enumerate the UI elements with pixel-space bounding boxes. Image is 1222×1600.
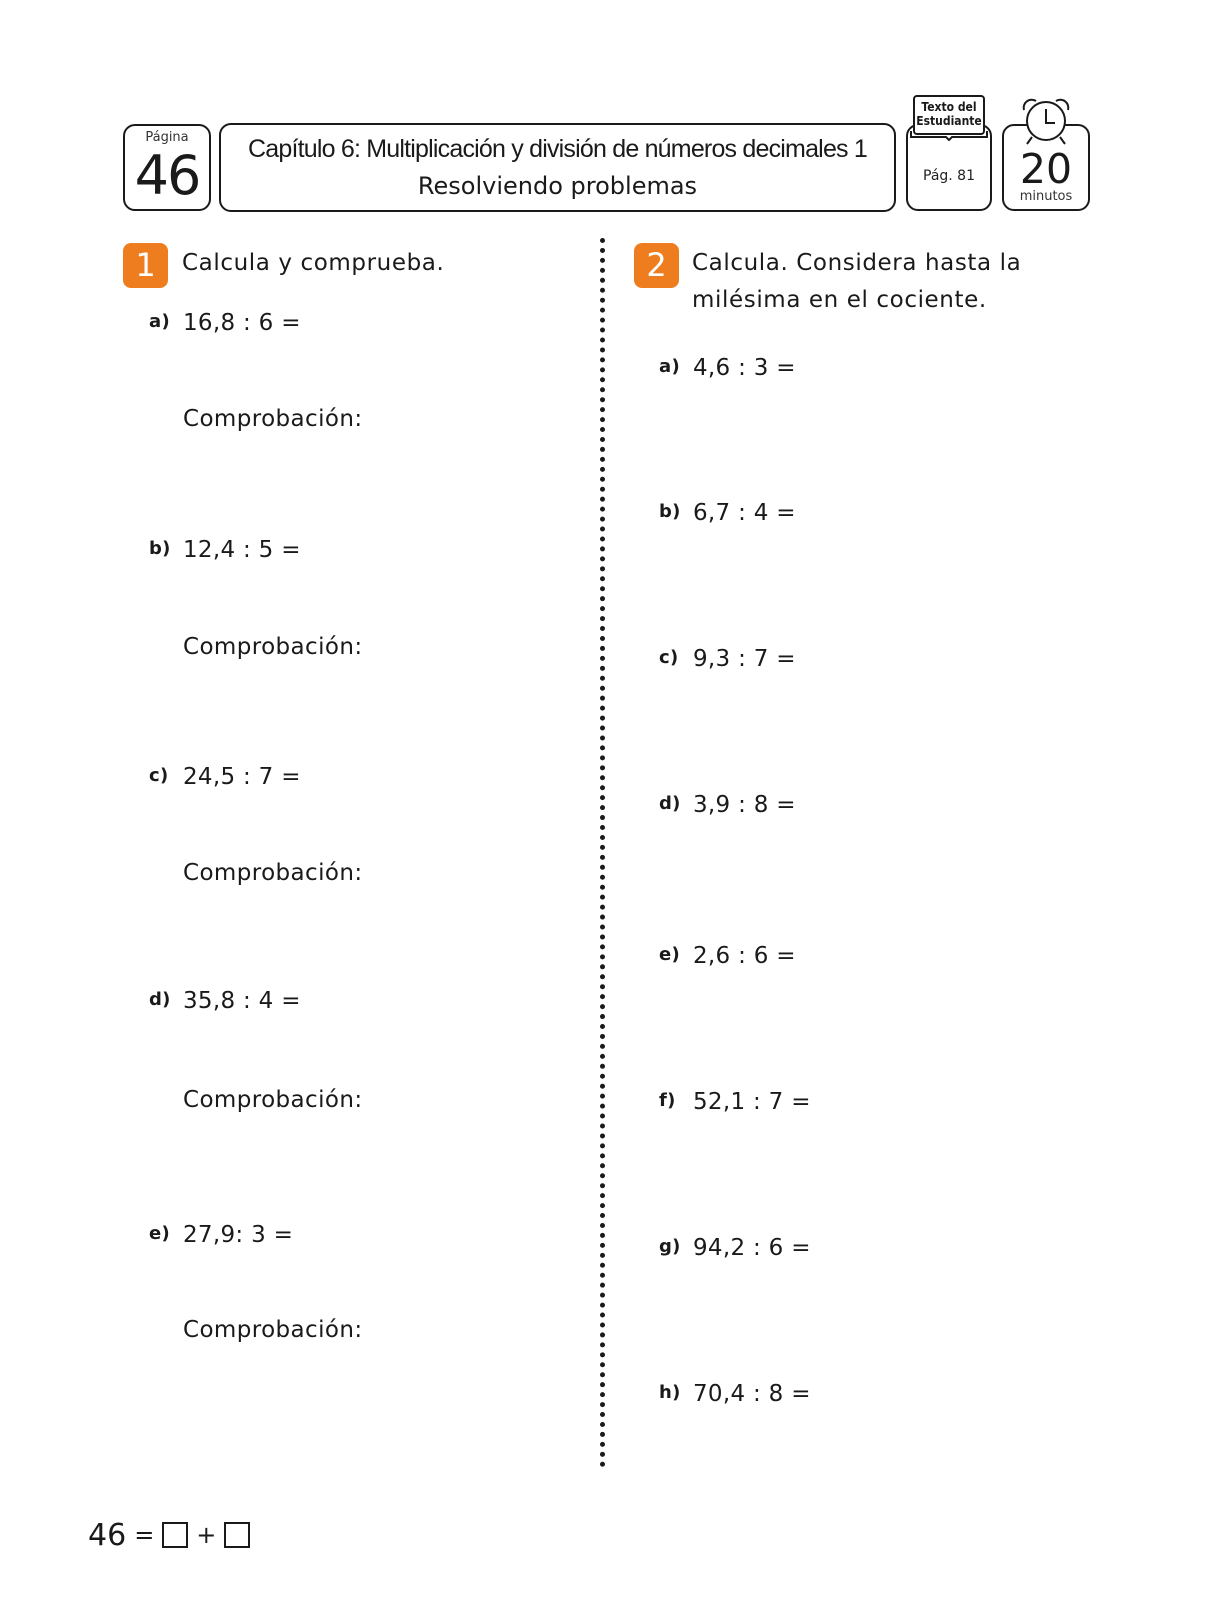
check-label: Comprobación: xyxy=(183,1317,363,1343)
item-letter: c) xyxy=(149,765,169,786)
item-letter: g) xyxy=(659,1236,681,1257)
item-expression: 24,5 : 7 = xyxy=(183,764,301,790)
item-expression: 2,6 : 6 = xyxy=(693,943,796,969)
page-number: 46 xyxy=(134,144,200,207)
item-expression: 52,1 : 7 = xyxy=(693,1089,811,1115)
exercise-2-instruction xyxy=(692,245,1021,319)
check-label: Comprobación: xyxy=(183,634,363,660)
check-label: Comprobación: xyxy=(183,1087,363,1113)
check-label: Comprobación: xyxy=(183,860,363,886)
item-letter: h) xyxy=(659,1382,681,1403)
item-expression: 4,6 : 3 = xyxy=(693,355,796,381)
exercise-2-item-f xyxy=(659,1089,811,1115)
item-expression: 27,9: 3 = xyxy=(183,1222,294,1248)
item-expression: 3,9 : 8 = xyxy=(693,792,796,818)
exercise-1-item-c xyxy=(149,764,301,790)
item-expression: 70,4 : 8 = xyxy=(693,1381,811,1407)
textbook-page: Pág. 81 xyxy=(923,168,975,184)
exercise-1-item-b xyxy=(149,537,301,563)
chapter-subtitle: Resolviendo problemas xyxy=(417,172,698,200)
footer-number: 46 xyxy=(88,1517,127,1553)
page-label: Página xyxy=(145,130,189,145)
textbook-label-line2: Estudiante xyxy=(916,114,982,128)
exercise-2-instruction-line2: milésima en el cociente. xyxy=(692,287,987,313)
item-letter: e) xyxy=(659,944,681,965)
textbook-label-line1: Texto del xyxy=(921,100,977,114)
footer-square-box xyxy=(224,1522,250,1548)
item-letter: b) xyxy=(149,538,171,559)
exercise-2-instruction-line1: Calcula. Considera hasta la xyxy=(692,250,1022,276)
column-divider xyxy=(600,238,605,1468)
footer-square-box xyxy=(162,1522,188,1548)
chapter-title: Capítulo 6: Multiplicación y división de números decimales 1 xyxy=(248,135,867,163)
item-letter: d) xyxy=(659,793,681,814)
exercise-2-item-g xyxy=(659,1235,811,1261)
exercise-1-badge: 1 xyxy=(123,243,168,288)
alarm-clock-icon xyxy=(1018,97,1074,147)
exercise-1-item-a xyxy=(149,310,301,336)
footer-equals: = xyxy=(134,1521,155,1549)
time-value: 20 xyxy=(1019,145,1073,193)
exercise-2-item-b xyxy=(659,500,796,526)
item-expression: 9,3 : 7 = xyxy=(693,646,796,672)
exercise-1-instruction: Calcula y comprueba. xyxy=(182,250,445,276)
exercise-1-item-e xyxy=(149,1222,293,1248)
item-expression: 16,8 : 6 = xyxy=(183,310,301,336)
exercise-1-item-d xyxy=(149,988,301,1014)
item-expression: 12,4 : 5 = xyxy=(183,537,301,563)
exercise-2-badge: 2 xyxy=(634,243,679,288)
exercise-2-item-d xyxy=(659,792,796,818)
item-expression: 6,7 : 4 = xyxy=(693,500,796,526)
book-icon xyxy=(906,93,992,141)
item-letter: a) xyxy=(659,356,680,377)
item-letter: a) xyxy=(149,311,170,332)
item-letter: e) xyxy=(149,1223,171,1244)
exercise-2-item-a xyxy=(659,355,796,381)
item-expression: 35,8 : 4 = xyxy=(183,988,301,1014)
item-letter: f) xyxy=(659,1090,676,1111)
item-letter: b) xyxy=(659,501,681,522)
exercise-2-item-c xyxy=(659,646,796,672)
time-unit: minutos xyxy=(1019,189,1073,204)
chapter-title-box xyxy=(219,123,896,212)
footer-page-number xyxy=(88,1515,250,1555)
item-letter: c) xyxy=(659,647,679,668)
exercise-2-item-e xyxy=(659,943,796,969)
check-label: Comprobación: xyxy=(183,406,363,432)
exercise-2-item-h xyxy=(659,1381,811,1407)
item-letter: d) xyxy=(149,989,171,1010)
page-number-box xyxy=(123,124,211,211)
item-expression: 94,2 : 6 = xyxy=(693,1235,811,1261)
footer-plus: + xyxy=(196,1521,217,1549)
